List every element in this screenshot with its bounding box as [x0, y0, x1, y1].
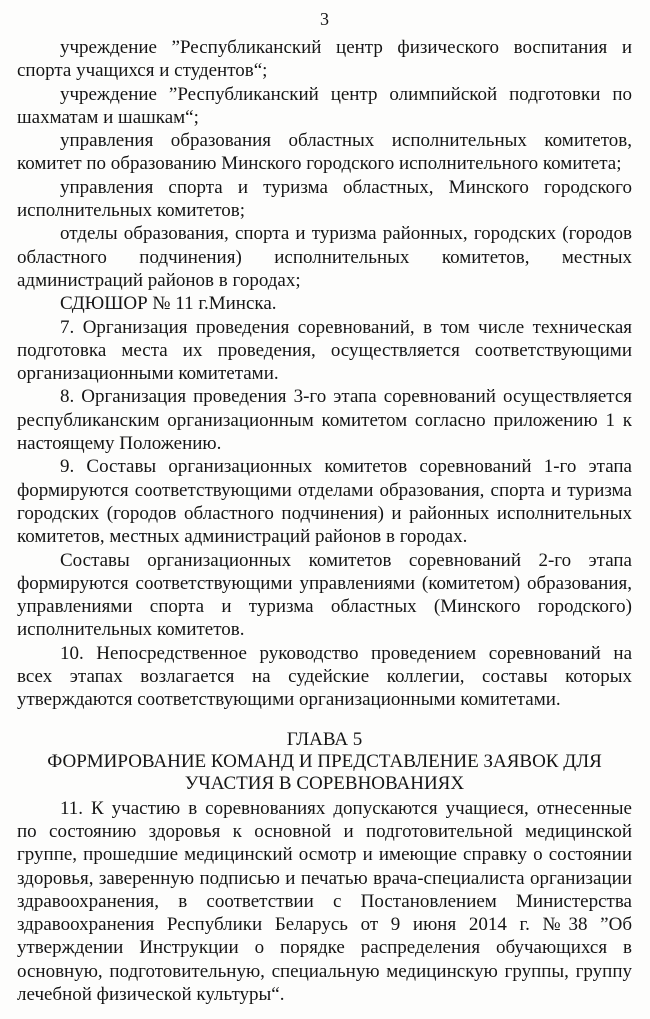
paragraph-item-9: 9. Составы организационных комитетов соревнований 1-го этапа формируются соответствующими отделами образования, спорта и туризма городских (городов областного подчинения) и районных исполнительных комитетов, местных администраций районов в городах. [17, 456, 632, 548]
paragraph-item-8: 8. Организация проведения 3-го этапа соревнований осуществляется республиканским организационным комитетом согласно приложению 1 к настоящему Положению. [17, 386, 632, 455]
page-number: 3 [320, 9, 329, 29]
paragraph-institution-physical-education: учреждение ”Республиканский центр физического воспитания и спорта учащихся и студентов“; [17, 37, 632, 82]
paragraph-item-7: 7. Организация проведения соревнований, в том числе техническая подготовка места их проведения, осуществляется соответствующими организационными комитетами. [17, 316, 632, 385]
paragraph-item-9-stage-2: Составы организационных комитетов соревнований 2-го этапа формируются соответствующими управлениями (комитетом) образования, управлениями спорта и туризма областных (Минского городского) исполнительных комитетов. [17, 549, 632, 641]
chapter-spacer [17, 712, 632, 728]
paragraph-district-departments: отделы образования, спорта и туризма районных, городских (городов областного подчинения) исполнительных комитетов, местных администраций районов в городах; [17, 223, 632, 291]
paragraph-item-11: 11. К участию в соревнованиях допускаются учащиеся, отнесенные по состоянию здоровья к основной и подготовительной медицинской группе, прошедшие медицинский осмотр и имеющие справку о состоянии здоровья, заверенную подписью и печатью врача-специалиста организации здравоохранения, в соответствии с Постановлением Министерства здравоохранения Республики Беларусь от 9 июня 2014 г. №38 ”Об утверждении Инструкции о порядке распределения обучающихся в основную, подготовительную, специальную медицинскую группы, группу лечебной физической культуры“. [17, 797, 632, 1005]
paragraph-sdyushor: СДЮШОР № 11 г.Минска. [60, 293, 277, 315]
paragraph-item-10: 10. Непосредственное руководство проведением соревнований на всех этапах возлагается на судейские коллегии, составы которых утверждаются соответствующими организационными комитетами. [17, 642, 632, 711]
paragraph-sport-tourism-departments: управления спорта и туризма областных, Минского городского исполнительных комитетов; [17, 176, 632, 222]
paragraph-education-departments: управления образования областных исполнительных комитетов, комитет по образованию Минского городского исполнительного комитета; [17, 130, 632, 175]
chapter-title-line-1: ФОРМИРОВАНИЕ КОМАНД И ПРЕДСТАВЛЕНИЕ ЗАЯВОК ДЛЯ [47, 750, 602, 772]
chapter-number: ГЛАВА 5 [286, 728, 363, 750]
chapter-title-line-2: УЧАСТИЯ В СОРЕВНОВАНИЯХ [184, 773, 465, 795]
paragraph-institution-chess: учреждение ”Республиканский центр олимпийской подготовки по шахматам и шашкам“; [17, 83, 632, 128]
chapter-title [17, 751, 632, 796]
